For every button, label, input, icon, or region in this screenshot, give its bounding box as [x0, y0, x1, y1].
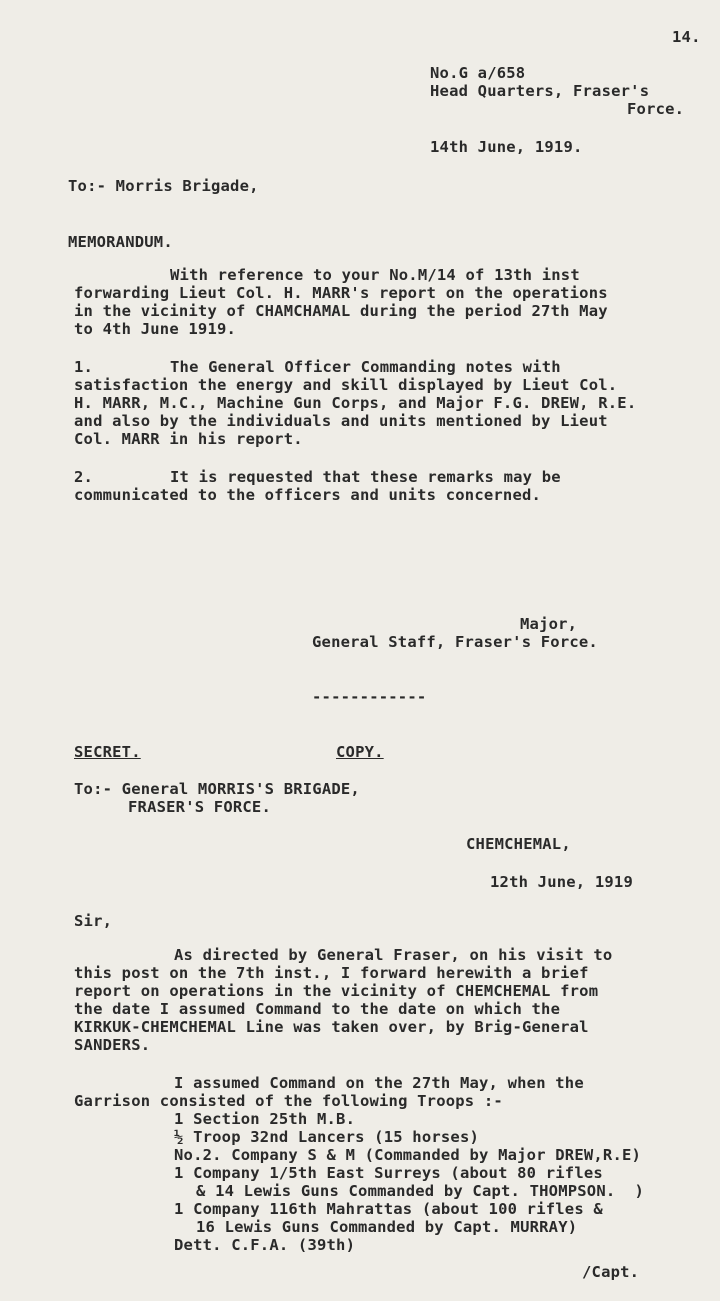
secret-label: SECRET. [74, 743, 141, 761]
section-divider: ------------ [312, 688, 427, 706]
letter-para1-line: KIRKUK-CHEMCHEMAL Line was taken over, by Brig-General [74, 1018, 589, 1036]
memo-intro-line: With reference to your No.M/14 of 13th inst [170, 266, 580, 284]
letter-para1-line: this post on the 7th inst., I forward herewith a brief [74, 964, 589, 982]
memo-para1-line: The General Officer Commanding notes with [170, 358, 561, 376]
page-number: 14. [672, 28, 701, 46]
troop-list-item: 1 Section 25th M.B. [174, 1110, 356, 1128]
memo-signoff-rank: Major, [520, 615, 578, 633]
letter-para1-line: As directed by General Fraser, on his visit to [174, 946, 613, 964]
memo-heading: MEMORANDUM. [68, 233, 173, 251]
copy-label: COPY. [336, 743, 384, 761]
troop-list-item: 16 Lewis Guns Commanded by Capt. MURRAY) [196, 1218, 578, 1236]
memo-para1-line: satisfaction the energy and skill displayed by Lieut Col. [74, 376, 618, 394]
memo-para2-line: communicated to the officers and units concerned. [74, 486, 542, 504]
troop-list-item: Dett. C.F.A. (39th) [174, 1236, 356, 1254]
memo-hq-line1: Head Quarters, Fraser's [430, 82, 650, 100]
memo-para2-number: 2. [74, 468, 94, 486]
memo-para1-line: Col. MARR in his report. [74, 430, 303, 448]
memo-para1-line: and also by the individuals and units mentioned by Lieut [74, 412, 608, 430]
letter-addressee-line2: FRASER'S FORCE. [128, 798, 271, 816]
memo-ref-number: No.G a/658 [430, 64, 526, 82]
memo-intro-line: in the vicinity of CHAMCHAMAL during the period 27th May [74, 302, 608, 320]
memo-signoff-title: General Staff, Fraser's Force. [312, 633, 598, 651]
memo-addressee: To:- Morris Brigade, [68, 177, 259, 195]
memo-para1-number: 1. [74, 358, 94, 376]
letter-para1-line: SANDERS. [74, 1036, 151, 1054]
letter-para2-line1: I assumed Command on the 27th May, when the [174, 1074, 584, 1092]
letter-para2-line2: Garrison consisted of the following Troops :- [74, 1092, 503, 1110]
troop-list-item: No.2. Company S & M (Commanded by Major DREW,R.E) [174, 1146, 642, 1164]
troop-list-item: & 14 Lewis Guns Commanded by Capt. THOMPSON. ) [196, 1182, 644, 1200]
letter-place: CHEMCHEMAL, [466, 835, 571, 853]
memo-para2-line: It is requested that these remarks may be [170, 468, 561, 486]
troop-list-item: ½ Troop 32nd Lancers (15 horses) [174, 1128, 480, 1146]
memo-intro-line: forwarding Lieut Col. H. MARR's report on the operations [74, 284, 608, 302]
memo-date: 14th June, 1919. [430, 138, 583, 156]
memo-para1-line: H. MARR, M.C., Machine Gun Corps, and Major F.G. DREW, R.E. [74, 394, 637, 412]
memo-intro-line: to 4th June 1919. [74, 320, 237, 338]
letter-para1-line: report on operations in the vicinity of CHEMCHEMAL from [74, 982, 599, 1000]
letter-date: 12th June, 1919 [490, 873, 633, 891]
letter-addressee-line1: To:- General MORRIS'S BRIGADE, [74, 780, 360, 798]
memo-hq-line2: Force. [627, 100, 685, 118]
troop-list-item: 1 Company 116th Mahrattas (about 100 rifles & [174, 1200, 603, 1218]
catchword: /Capt. [582, 1263, 640, 1281]
letter-para1-line: the date I assumed Command to the date on which the [74, 1000, 561, 1018]
troop-list-item: 1 Company 1/5th East Surreys (about 80 rifles [174, 1164, 603, 1182]
letter-salutation: Sir, [74, 912, 113, 930]
